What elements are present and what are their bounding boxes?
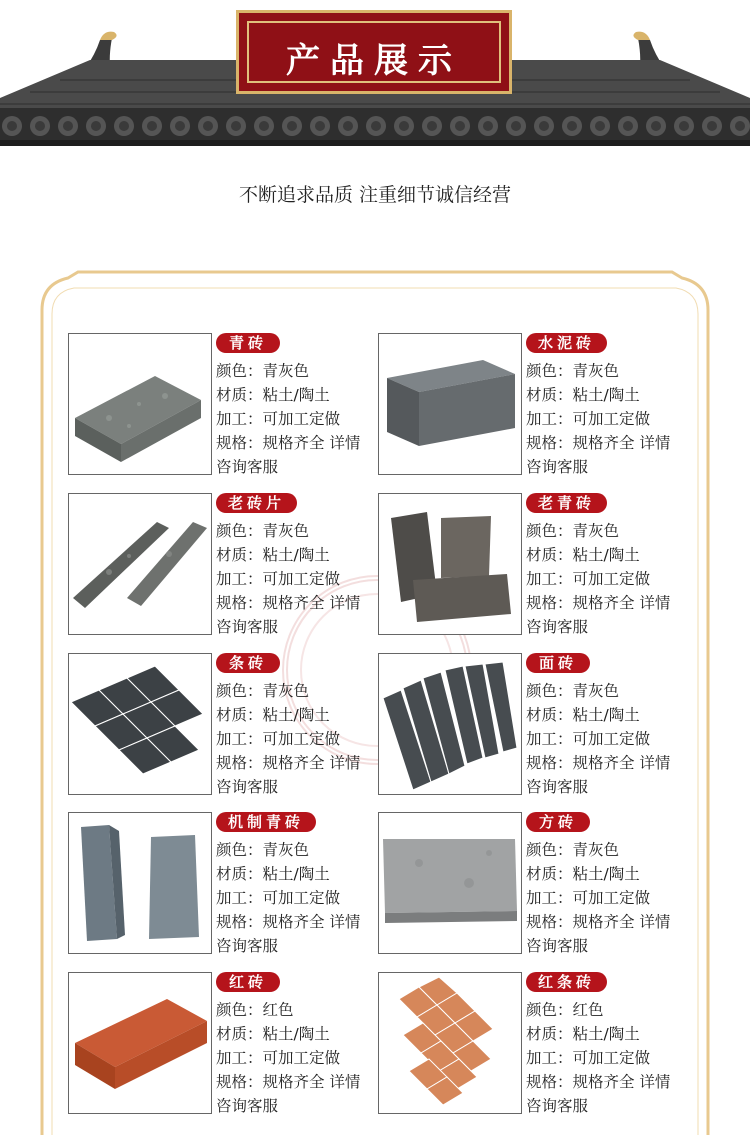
product-material: 材质：粘土/陶土 [526,386,640,404]
product-name-badge: 水泥砖 [526,333,607,353]
product-consult: 咨询客服 [526,778,589,796]
product-spec: 规格：规格齐全 详情 [216,754,361,772]
product-card-jizhiqingzhuan[interactable] [68,812,378,954]
product-process: 加工：可加工定做 [216,570,341,588]
product-consult: 咨询客服 [216,458,279,476]
product-consult: 咨询客服 [216,778,279,796]
product-consult: 咨询客服 [526,458,589,476]
product-card-laoqingzhuan[interactable] [378,493,688,635]
product-material: 材质：粘土/陶土 [526,546,640,564]
title-banner [236,10,512,94]
product-spec: 规格：规格齐全 详情 [526,754,671,772]
product-material: 材质：粘土/陶土 [526,706,640,724]
product-name-badge: 老青砖 [526,493,607,513]
product-name-badge: 面砖 [526,653,590,673]
product-card-fangzhuan[interactable] [378,812,688,954]
product-card-shuinizhuan[interactable] [378,333,688,475]
product-spec: 规格：规格齐全 详情 [216,594,361,612]
product-consult: 咨询客服 [216,618,279,636]
product-spec: 规格：规格齐全 详情 [526,594,671,612]
product-image [378,333,522,475]
product-name-badge: 红砖 [216,972,280,992]
product-card-tiaozhuan[interactable] [68,653,378,795]
product-card-mianzhuan[interactable] [378,653,688,795]
product-image [68,493,212,635]
product-card-hongzhuan[interactable] [68,972,378,1114]
product-card-qingzhuan[interactable] [68,333,378,475]
product-name-badge: 红条砖 [526,972,607,992]
product-spec: 规格：规格齐全 详情 [216,434,361,452]
product-spec: 规格：规格齐全 详情 [526,913,671,931]
product-color: 颜色：青灰色 [526,522,620,540]
product-name-badge: 条砖 [216,653,280,673]
product-consult: 咨询客服 [526,937,589,955]
product-material: 材质：粘土/陶土 [526,865,640,883]
product-image [68,653,212,795]
product-image [68,333,212,475]
product-image [378,653,522,795]
product-material: 材质：粘土/陶土 [216,386,330,404]
product-process: 加工：可加工定做 [216,1049,341,1067]
product-process: 加工：可加工定做 [216,410,341,428]
product-material: 材质：粘土/陶土 [216,865,330,883]
product-process: 加工：可加工定做 [526,730,651,748]
product-consult: 咨询客服 [216,1097,279,1115]
roof-header [0,0,750,160]
product-color: 颜色：红色 [526,1001,604,1019]
product-color: 颜色：青灰色 [216,682,310,700]
product-process: 加工：可加工定做 [526,889,651,907]
product-name-badge: 老砖片 [216,493,297,513]
product-material: 材质：粘土/陶土 [216,706,330,724]
product-color: 颜色：青灰色 [216,522,310,540]
product-process: 加工：可加工定做 [526,410,651,428]
product-material: 材质：粘土/陶土 [216,1025,330,1043]
product-image [378,493,522,635]
product-process: 加工：可加工定做 [216,889,341,907]
product-card-hongtiaozhuan[interactable] [378,972,688,1114]
product-color: 颜色：青灰色 [526,362,620,380]
page-title: 产品展示 [286,41,462,81]
product-color: 颜色：青灰色 [526,841,620,859]
product-color: 颜色：青灰色 [526,682,620,700]
product-consult: 咨询客服 [526,618,589,636]
product-name-badge: 青砖 [216,333,280,353]
product-consult: 咨询客服 [216,937,279,955]
product-spec: 规格：规格齐全 详情 [526,434,671,452]
product-process: 加工：可加工定做 [216,730,341,748]
product-spec: 规格：规格齐全 详情 [216,1073,361,1091]
product-process: 加工：可加工定做 [526,1049,651,1067]
product-name-badge: 方砖 [526,812,590,832]
product-card-laozhuanpian[interactable] [68,493,378,635]
product-material: 材质：粘土/陶土 [526,1025,640,1043]
product-image [378,972,522,1114]
product-name-badge: 机制青砖 [216,812,316,832]
product-color: 颜色：红色 [216,1001,294,1019]
product-spec: 规格：规格齐全 详情 [216,913,361,931]
product-material: 材质：粘土/陶土 [216,546,330,564]
product-color: 颜色：青灰色 [216,841,310,859]
page-subtitle: 不断追求品质 注重细节诚信经营 [238,184,512,206]
product-spec: 规格：规格齐全 详情 [526,1073,671,1091]
product-image [68,972,212,1114]
product-image [378,812,522,954]
product-process: 加工：可加工定做 [526,570,651,588]
product-image [68,812,212,954]
product-consult: 咨询客服 [526,1097,589,1115]
product-color: 颜色：青灰色 [216,362,310,380]
